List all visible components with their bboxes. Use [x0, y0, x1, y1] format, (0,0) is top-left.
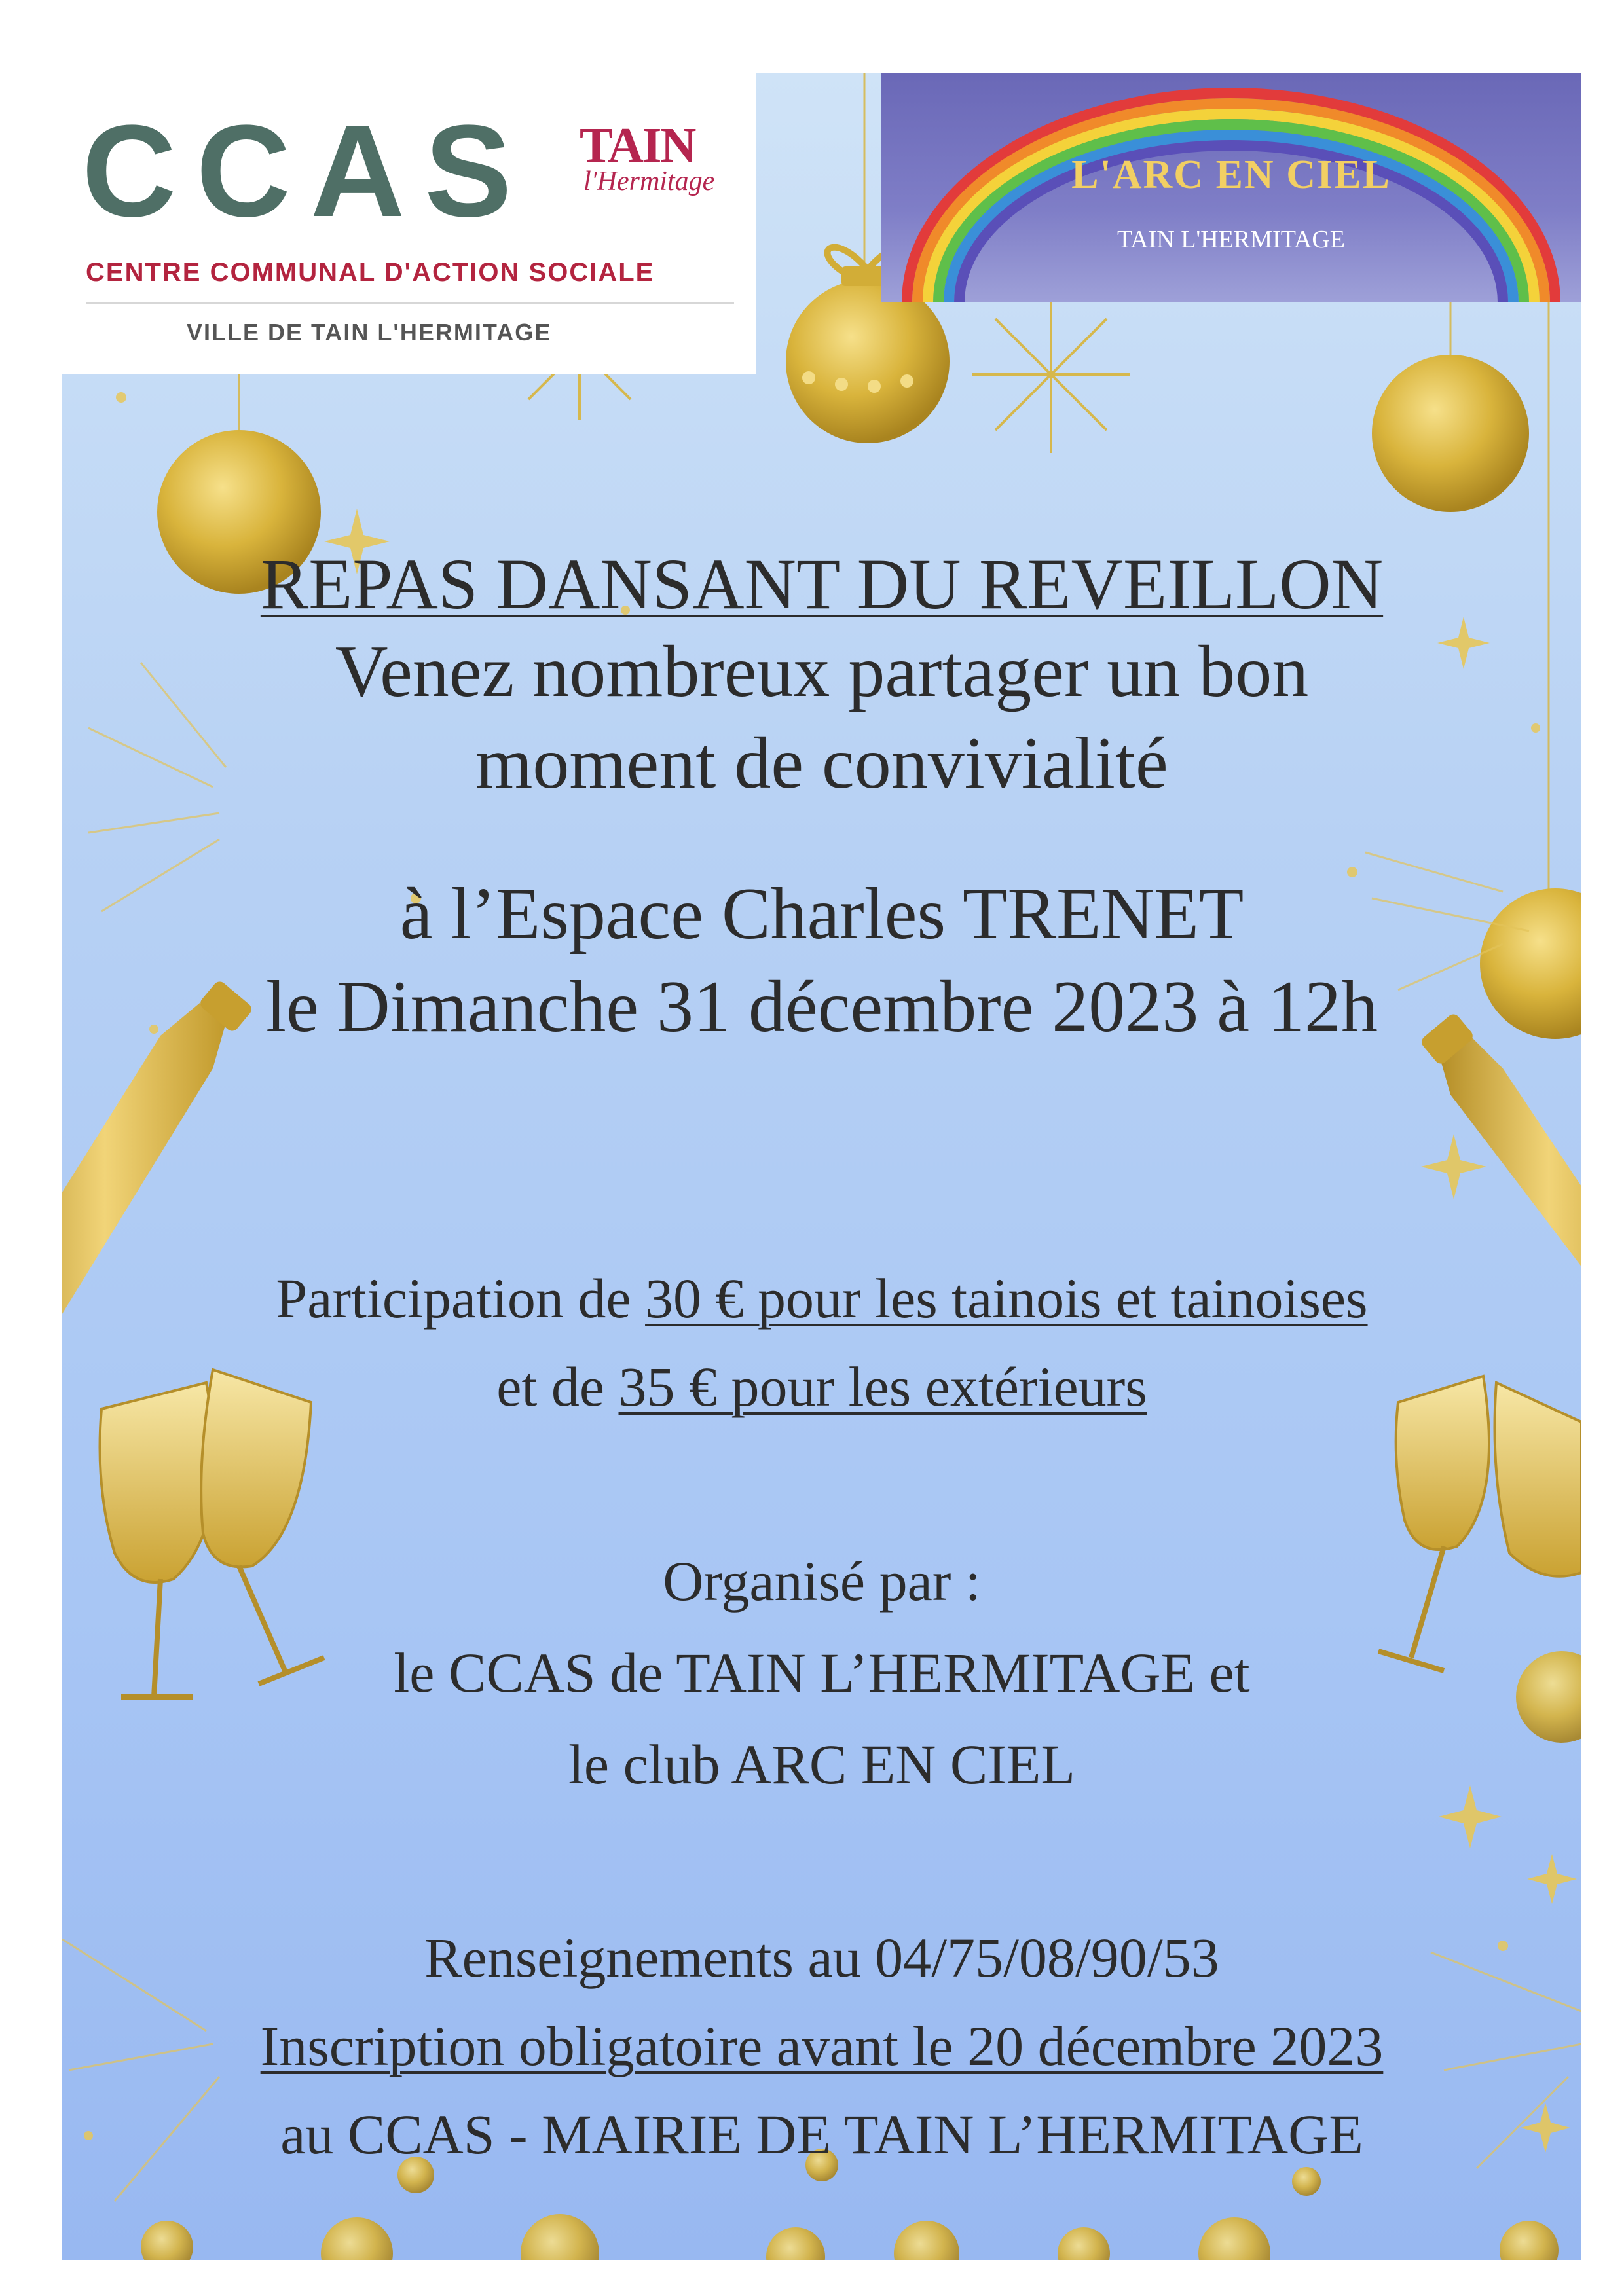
ccas-logo-word: CCAS: [82, 98, 532, 244]
event-place: à l’Espace Charles TRENET: [399, 873, 1244, 955]
pricing-line-1: [62, 1267, 1581, 1330]
invite-line-2: moment de convivialité: [475, 723, 1168, 804]
arc-logo-title: L'ARC EN CIEL: [1071, 153, 1391, 197]
organizers-heading: Organisé par :: [663, 1550, 981, 1613]
tain-hermitage-logo: [580, 118, 715, 251]
pricing-line-2-prefix: et de: [496, 1355, 619, 1418]
arc-en-ciel-logo: [881, 73, 1581, 302]
champagne-glasses-right: [1378, 1376, 1581, 1671]
contact-info: Renseignements au 04/75/08/90/53: [424, 1926, 1219, 1989]
ccas-logo-city: VILLE DE TAIN L'HERMITAGE: [187, 319, 552, 346]
registration-deadline: Inscription obligatoire avant le 20 décembre 2023: [260, 2014, 1384, 2077]
pricing-line-1-price: 30 € pour les tainois et tainoises: [645, 1267, 1368, 1330]
invite-line-1: Venez nombreux partager un bon: [335, 631, 1309, 712]
tain-logo-top: TAIN: [580, 118, 695, 173]
tain-logo-bottom: l'Hermitage: [583, 166, 715, 196]
pricing-line-1-prefix: Participation de: [276, 1267, 646, 1330]
ornament-ball-top-right: [1372, 355, 1529, 512]
ccas-logo-subtitle: CENTRE COMMUNAL D'ACTION SOCIALE: [86, 258, 655, 287]
arc-logo-subtitle: TAIN L'HERMITAGE: [1117, 226, 1345, 253]
registration-location: au CCAS - MAIRIE DE TAIN L’HERMITAGE: [280, 2103, 1363, 2166]
ccas-logo-divider: [86, 302, 734, 304]
organizers-line-2: le club ARC EN CIEL: [568, 1733, 1075, 1796]
poster: [62, 73, 1581, 2260]
event-title: REPAS DANSANT DU REVEILLON: [260, 544, 1384, 624]
organizers-line-1: le CCAS de TAIN L’HERMITAGE et: [394, 1641, 1250, 1704]
pricing-line-2: [62, 1355, 1581, 1418]
event-date: le Dimanche 31 décembre 2023 à 12h: [265, 966, 1378, 1048]
ornament-ball-top-center: [786, 280, 950, 443]
pricing-line-2-price: 35 € pour les extérieurs: [618, 1355, 1147, 1418]
